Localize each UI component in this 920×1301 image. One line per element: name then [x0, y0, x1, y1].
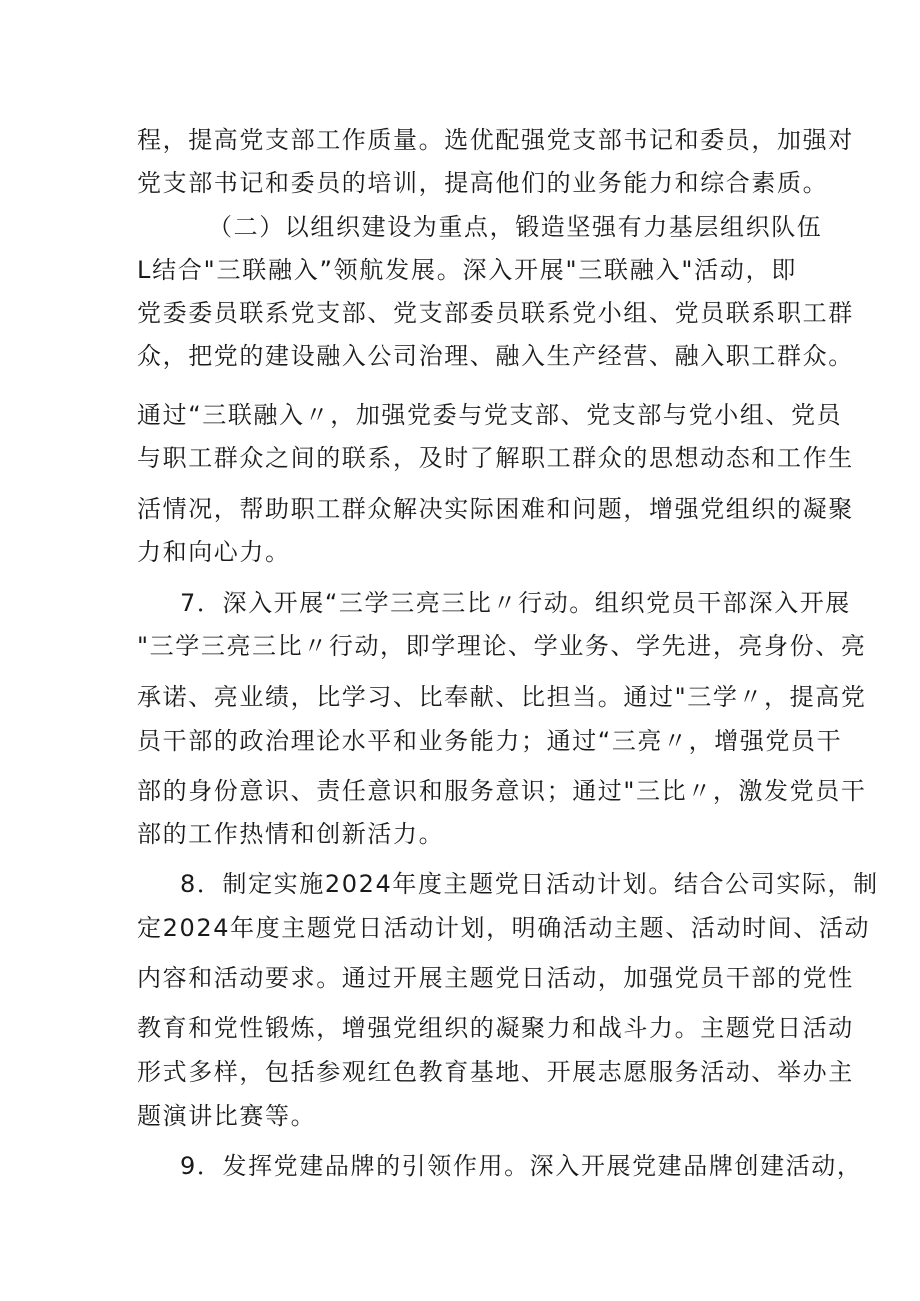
text-line: 程，提高党支部工作质量。选优配强党支部书记和委员，加强对: [137, 126, 854, 154]
paragraph-7-start: 7．深入开展“三学三亮三比〃行动。组织党员干部深入开展: [180, 589, 851, 617]
text-line: "三学三亮三比〃行动，即学理论、学业务、学先进，亮身份、亮: [137, 632, 867, 660]
text-line: 党委委员联系党支部、党支部委员联系党小组、党员联系职工群: [137, 299, 854, 327]
text-line: 员干部的政治理论水平和业务能力；通过“三亮〃，增强党员干: [137, 727, 843, 755]
text-line: 活情况，帮助职工群众解决实际困难和问题，增强党组织的凝聚: [137, 495, 854, 523]
paragraph-8-start: 8．制定实施2024年度主题党日活动计划。结合公司实际，制: [180, 870, 879, 898]
text-line: 部的工作热情和创新活力。: [137, 820, 445, 848]
text-line: 部的身份意识、责任意识和服务意识；通过"三比〃，激发党员干: [137, 777, 867, 805]
text-line: L结合"三联融入”领航发展。深入开展"三联融入"活动，即: [137, 256, 797, 284]
text-line: 通过“三联融入〃，加强党委与党支部、党支部与党小组、党员: [137, 401, 843, 429]
text-line: 与职工群众之间的联系，及时了解职工群众的思想动态和工作生: [137, 444, 854, 472]
text-line: 定2024年度主题党日活动计划，明确活动主题、活动时间、活动: [137, 914, 871, 942]
paragraph-9-start: 9．发挥党建品牌的引领作用。深入开展党建品牌创建活动，: [180, 1152, 863, 1180]
text-line: 教育和党性锻炼，增强党组织的凝聚力和战斗力。主题党日活动: [137, 1014, 854, 1042]
text-line: 力和向心力。: [137, 538, 291, 566]
text-line: 众，把党的建设融入公司治理、融入生产经营、融入职工群众。: [137, 342, 854, 370]
section-heading: （二）以组织建设为重点，锻造坚强有力基层组织队伍: [208, 213, 823, 241]
text-line: 内容和活动要求。通过开展主题党日活动，加强党员干部的党性: [137, 964, 854, 992]
text-line: 党支部书记和委员的培训，提高他们的业务能力和综合素质。: [137, 169, 829, 197]
text-line: 形式多样，包括参观红色教育基地、开展志愿服务活动、举办主: [137, 1058, 854, 1086]
text-line: 承诺、亮业绩，比学习、比奉献、比担当。通过"三学〃，提高党: [137, 683, 867, 711]
text-line: 题演讲比赛等。: [137, 1102, 317, 1130]
